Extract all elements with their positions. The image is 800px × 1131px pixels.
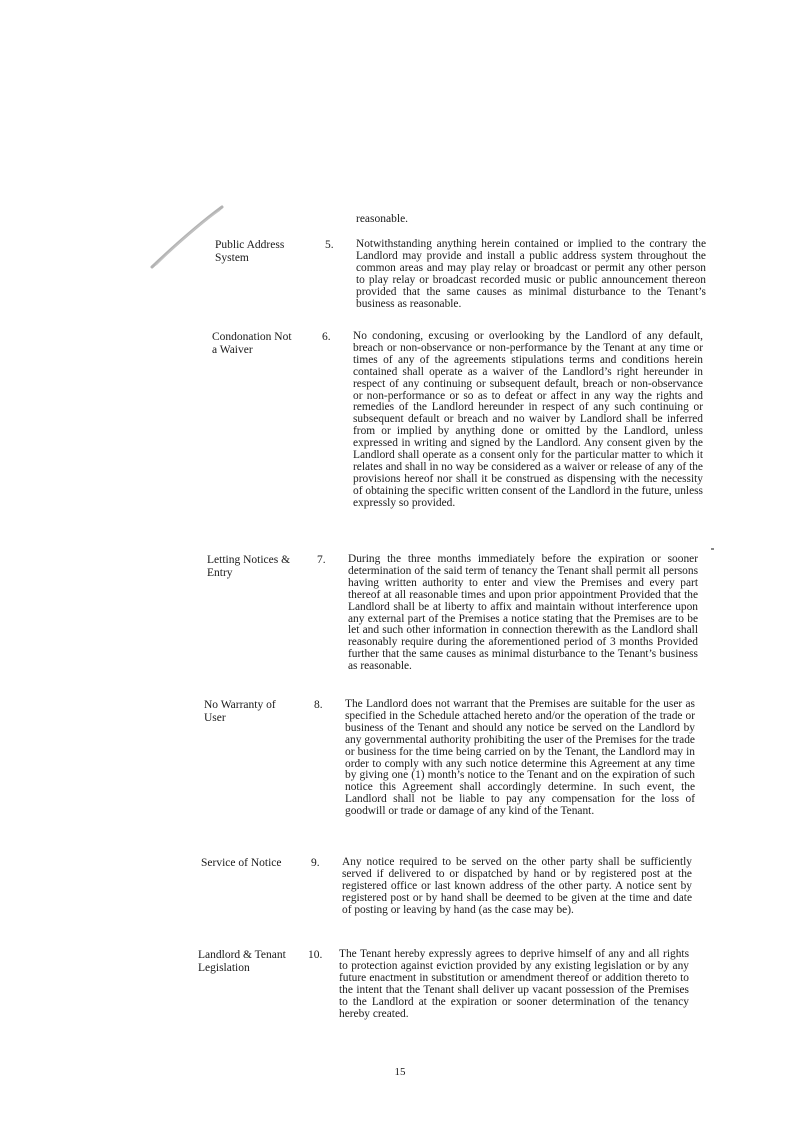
clause-heading: No Warranty of User [204,699,276,724]
clause-text: Notwithstanding anything herein contained or implied to the contrary the Landlord may provide and install a public address system throughout the common areas and may play relay or broadcast or permit any other person to play relay or broadcast recorded music or public announcement thereon provided that the same causes as minimal disturbance to the Tenant’s business as reasonable. [356,238,706,310]
pen-stroke-mark [150,205,225,270]
clause-number: 8. [314,699,323,711]
clause-heading: Landlord & Tenant Legislation [198,949,286,974]
clause-heading: Service of Notice [201,857,282,869]
clause-text: During the three months immediately before the expiration or sooner determination of the said term of tenancy the Tenant shall permit all persons having written authority to enter and view the Premises and every part thereof at all reasonable times and upon prior appointment Provided that the Landlord shall be at liberty to affix and maintain without interference upon any external part of the Premises a notice stating that the Premises are to be let and such other information in connection therewith as the Landlord shall reasonably require during the aforementioned period of 3 months Provided further that the same causes as minimal disturbance to the Tenant’s business as reasonable. [348,553,698,673]
clause-text: No condoning, excusing or overlooking by the Landlord of any default, breach or non-observance or non-performance by the Tenant at any time or times of any of the agreements stipulations terms and conditions herein contained shall operate as a waiver of the Landlord’s right hereunder in respect of any continuing or subsequent default, breach or non-observance or non-performance or so as to defeat or affect in any way the rights and remedies of the Landlord hereunder in respect of any such continuing or subsequent default or breach and no waiver by Landlord shall be inferred from or implied by anything done or omitted by the Landlord, unless expressed in writing and signed by the Landlord. Any consent given by the Landlord shall operate as a consent only for the particular matter to which it relates and shall in no way be considered as a waiver or release of any of the provisions hereof nor shall it be construed as dispensing with the necessity of obtaining the specific written consent of the Landlord in the future, unless expressly so provided. [353,330,703,509]
clause-heading: Letting Notices & Entry [207,554,291,579]
clause-number: 10. [308,949,323,961]
clause-heading: Condonation Not a Waiver [212,331,292,356]
clause-number: 5. [325,239,334,251]
clause-text: Any notice required to be served on the other party shall be sufficiently served if delivered to or dispatched by hand or by registered post at the registered office or last known address of the other party. A notice sent by registered post or by hand shall be deemed to be given at the time and date of posting or leaving by hand (as the case may be). [342,856,692,916]
clause-text: The Landlord does not warrant that the Premises are suitable for the user as specified in the Schedule attached hereto and/or the operation of the trade or business of the Tenant and should any notice be served on the Landlord by any governmental authority prohibiting the user of the Premises for the trade or business for the time being carried on by the Tenant, the Landlord may in order to comply with any such notice determine this Agreement at any time by giving one (1) month’s notice to the Tenant and on the expiration of such notice this Agreement shall accordingly determine. In such event, the Landlord shall not be liable to pay any compensation for the loss of goodwill or trade or damage of any kind of the Tenant. [345,698,695,818]
continuation-text: reasonable. [356,213,409,225]
scan-speck [711,548,714,550]
clause-number: 7. [317,554,326,566]
page-number: 15 [394,1066,406,1078]
clause-text: The Tenant hereby expressly agrees to deprive himself of any and all rights to protection against eviction provided by any existing legislation or by any future enactment in substitution or amendment thereof or addition thereto to the intent that the Tenant shall deliver up vacant possession of the Premises to the Landlord at the expiration or sooner determination of the tenancy hereby created. [339,948,689,1020]
clause-heading: Public Address System [215,239,285,264]
clause-number: 6. [322,331,331,343]
clause-number: 9. [311,857,320,869]
